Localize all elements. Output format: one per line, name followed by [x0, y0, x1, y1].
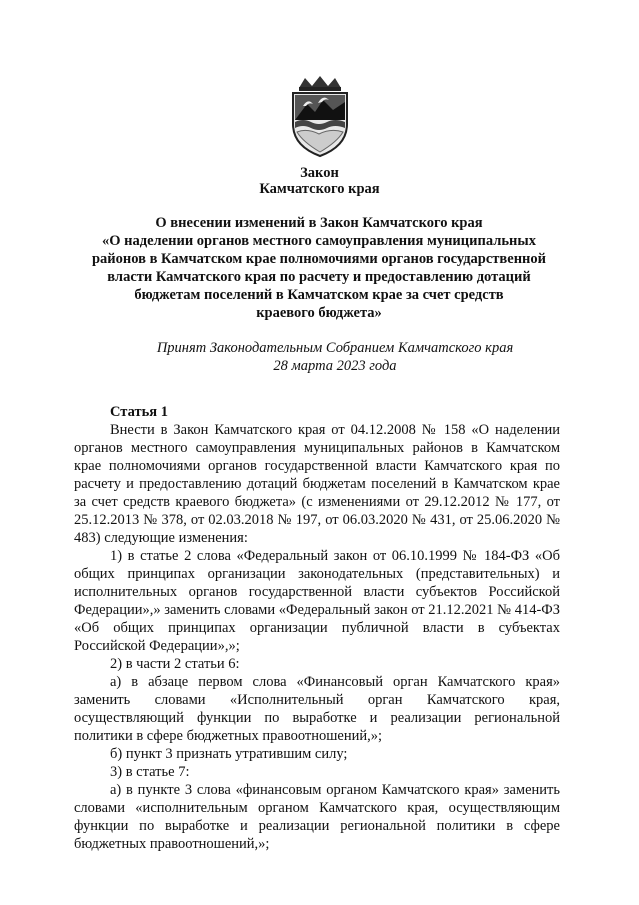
law-name-line: бюджетам поселений в Камчатском крае за счет средств: [134, 287, 504, 303]
page-title: Закон: [300, 165, 339, 181]
amendment-item-1: 1) в статье 2 слова «Федеральный закон от 06.10.1999 № 184-ФЗ «Об общих принципах организации законодательных (представительных) и исполнительных органов государственной власти субъектов Российской Федерации»,» заменить словами «Федеральный закон от 21.12.2021 № 414-ФЗ «Об общих принципах организации публичной власти в субъектах Российской Федерации»,»;: [74, 548, 560, 654]
adoption-line: Принят Законодательным Собранием Камчатского края: [156, 340, 514, 356]
amendment-item-2: 2) в части 2 статьи 6:: [110, 656, 240, 672]
law-name-line: О внесении изменений в Закон Камчатского края: [155, 215, 483, 231]
adoption-date: 28 марта 2023 года: [273, 358, 397, 374]
page-subtitle: Камчатского края: [259, 181, 380, 197]
law-name: [76, 214, 562, 322]
amendment-item-2a: а) в абзаце первом слова «Финансовый орган Камчатского края» заменить словами «Исполнительный орган Камчатского края, осуществляющий функции по выработке и реализации региональной политики в сфере бюджетных правоотношений,»;: [74, 674, 560, 744]
article-body: [74, 421, 560, 853]
article-heading: Статья 1: [110, 404, 168, 420]
law-name-line: районов в Камчатском крае полномочиями органов государственной: [91, 251, 547, 267]
amendment-item-3a: а) в пункте 3 слова «финансовым органом Камчатского края» заменить словами «исполнительным органом Камчатского края, осуществляющим функции по выработке и реализации региональной политики в сфере бюджетных правоотношений,»;: [74, 782, 560, 852]
law-name-line: власти Камчатского края по расчету и предоставлению дотаций: [107, 269, 531, 285]
amendment-item-2b: б) пункт 3 признать утратившим силу;: [110, 746, 348, 762]
law-name-line: «О наделении органов местного самоуправления муниципальных: [102, 233, 536, 249]
amendment-item-3: 3) в статье 7:: [110, 764, 190, 780]
law-name-line: краевого бюджета»: [256, 305, 382, 321]
adoption-note: [120, 339, 550, 375]
article-intro: Внести в Закон Камчатского края от 04.12.2008 № 158 «О наделении органов местного самоуправления муниципальных районов в Камчатском крае полномочиями органов государственной власти Камчатского края по расчету и предоставлению дотаций бюджетам поселений в Камчатском крае за счет средств краевого бюджета» (с изменениями от 29.12.2012 № 177, от 25.12.2013 № 378, от 02.03.2018 № 197, от 06.03.2020 № 431, от 25.06.2020 № 483) следующие изменения:: [74, 422, 560, 546]
coat-of-arms-icon: [285, 76, 355, 158]
